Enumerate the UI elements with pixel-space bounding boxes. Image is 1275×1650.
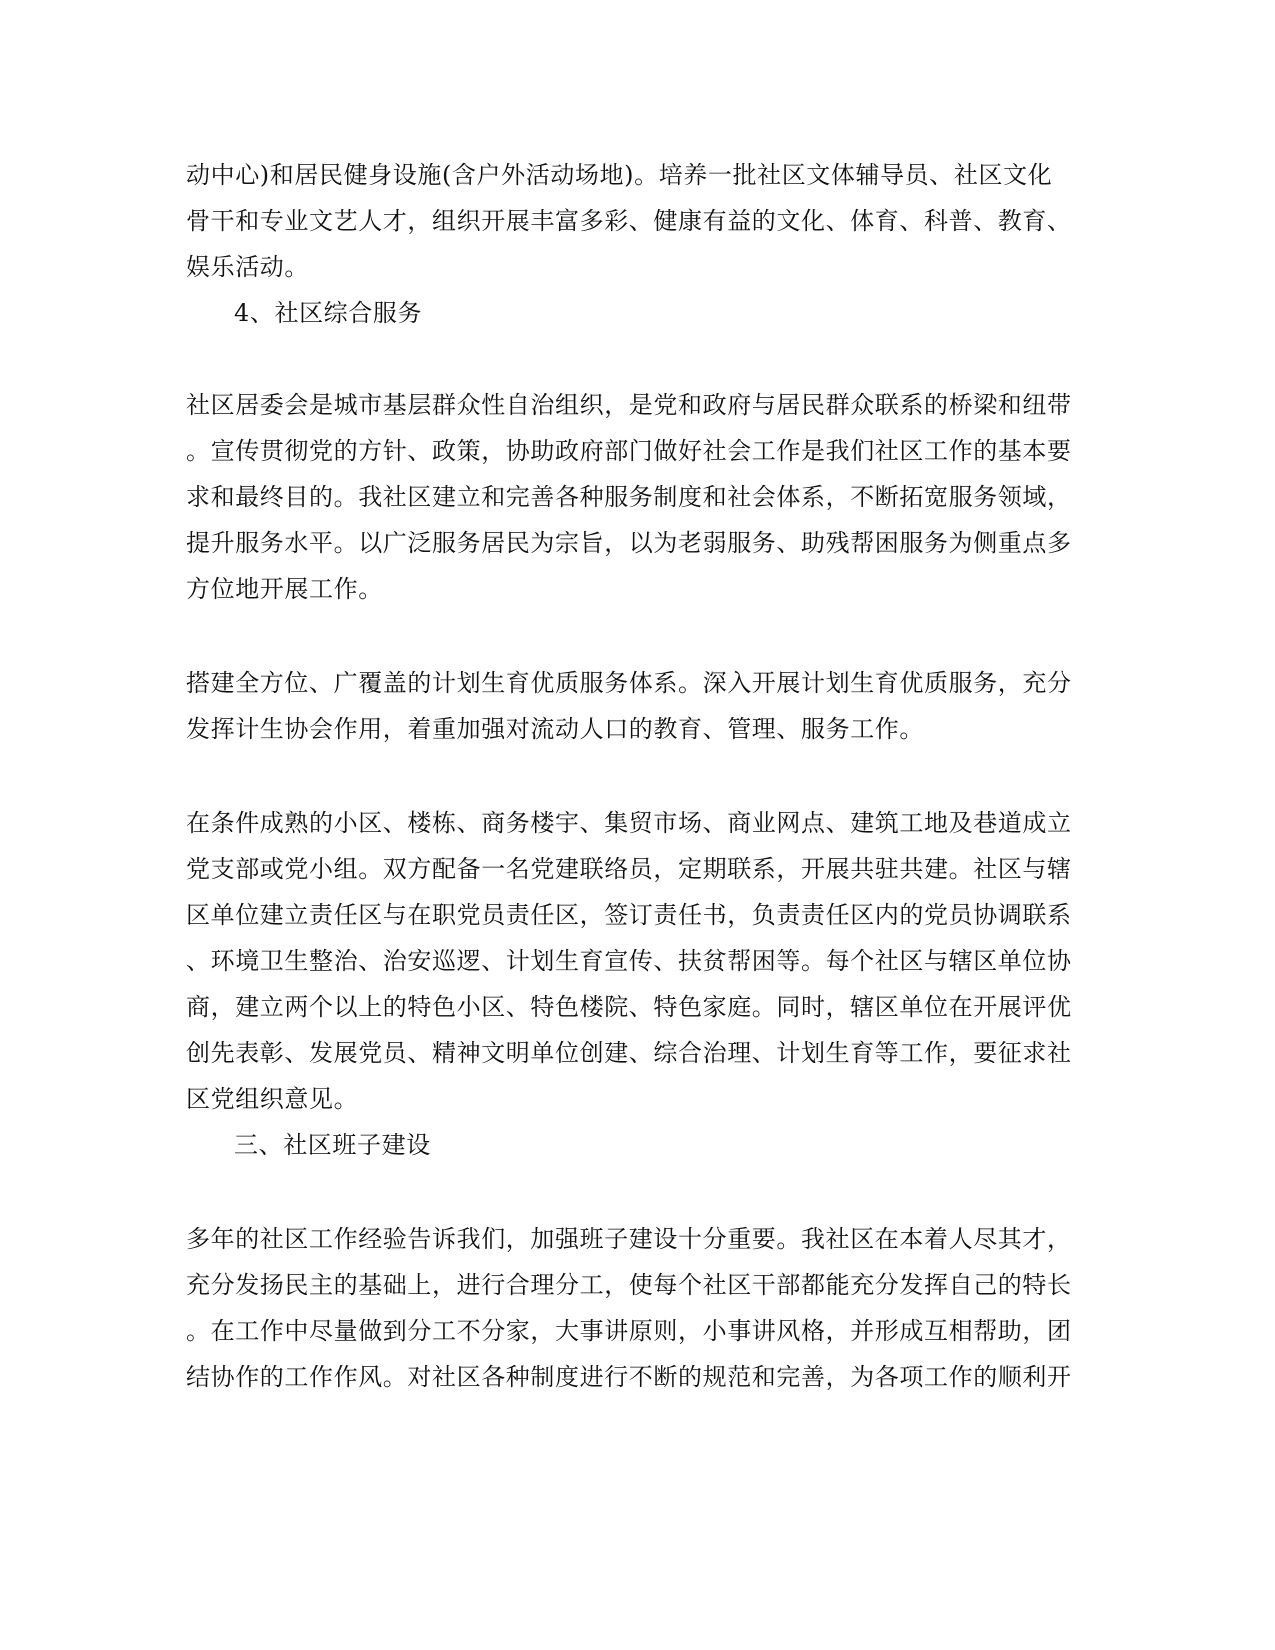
text-line: 在条件成熟的小区、楼栋、商务楼宇、集贸市场、商业网点、建筑工地及巷道成立 xyxy=(186,809,1072,837)
text-line: 搭建全方位、广覆盖的计划生育优质服务体系。深入开展计划生育优质服务，充分 xyxy=(186,669,1072,697)
text-line: 、环境卫生整治、治安巡逻、计划生育宣传、扶贫帮困等。每个社区与辖区单位协 xyxy=(186,947,1072,975)
text-line: 提升服务水平。以广泛服务居民为宗旨，以为老弱服务、助残帮困服务为侧重点多 xyxy=(186,529,1072,557)
text-line: 发挥计生协会作用，着重加强对流动人口的教育、管理、服务工作。 xyxy=(186,715,924,743)
text-line: 充分发扬民主的基础上，进行合理分工，使每个社区干部都能充分发挥自己的特长 xyxy=(186,1271,1072,1299)
text-line: 创先表彰、发展党员、精神文明单位创建、综合治理、计划生育等工作，要征求社 xyxy=(186,1039,1072,1067)
text-line: 骨干和专业文艺人才，组织开展丰富多彩、健康有益的文化、体育、科普、教育、 xyxy=(186,207,1072,235)
text-line: 区单位建立责任区与在职党员责任区，签订责任书，负责责任区内的党员协调联系 xyxy=(186,901,1072,929)
text-line: 方位地开展工作。 xyxy=(186,575,383,603)
text-line: 。在工作中尽量做到分工不分家，大事讲原则，小事讲风格，并形成互相帮助，团 xyxy=(186,1317,1072,1345)
text-line: 求和最终目的。我社区建立和完善各种服务制度和社会体系，不断拓宽服务领域， xyxy=(186,483,1072,511)
text-line: 娱乐活动。 xyxy=(186,253,309,281)
text-line: 区党组织意见。 xyxy=(186,1085,359,1113)
text-line: 商，建立两个以上的特色小区、特色楼院、特色家庭。同时，辖区单位在开展评优 xyxy=(186,993,1072,1021)
text-line: 社区居委会是城市基层群众性自治组织，是党和政府与居民群众联系的桥梁和纽带 xyxy=(186,391,1072,419)
text-line: 多年的社区工作经验告诉我们，加强班子建设十分重要。我社区在本着人尽其才， xyxy=(186,1225,1072,1253)
text-line: 。宣传贯彻党的方针、政策，协助政府部门做好社会工作是我们社区工作的基本要 xyxy=(186,437,1072,465)
text-line: 结协作的工作作风。对社区各种制度进行不断的规范和完善，为各项工作的顺利开 xyxy=(186,1363,1072,1391)
text-line: 党支部或党小组。双方配备一名党建联络员，定期联系，开展共驻共建。社区与辖 xyxy=(186,855,1072,883)
section-heading: 4、社区综合服务 xyxy=(234,299,423,327)
text-line: 动中心)和居民健身设施(含户外活动场地)。培养一批社区文体辅导员、社区文化 xyxy=(186,161,1053,189)
section-heading: 三、社区班子建设 xyxy=(234,1131,431,1159)
